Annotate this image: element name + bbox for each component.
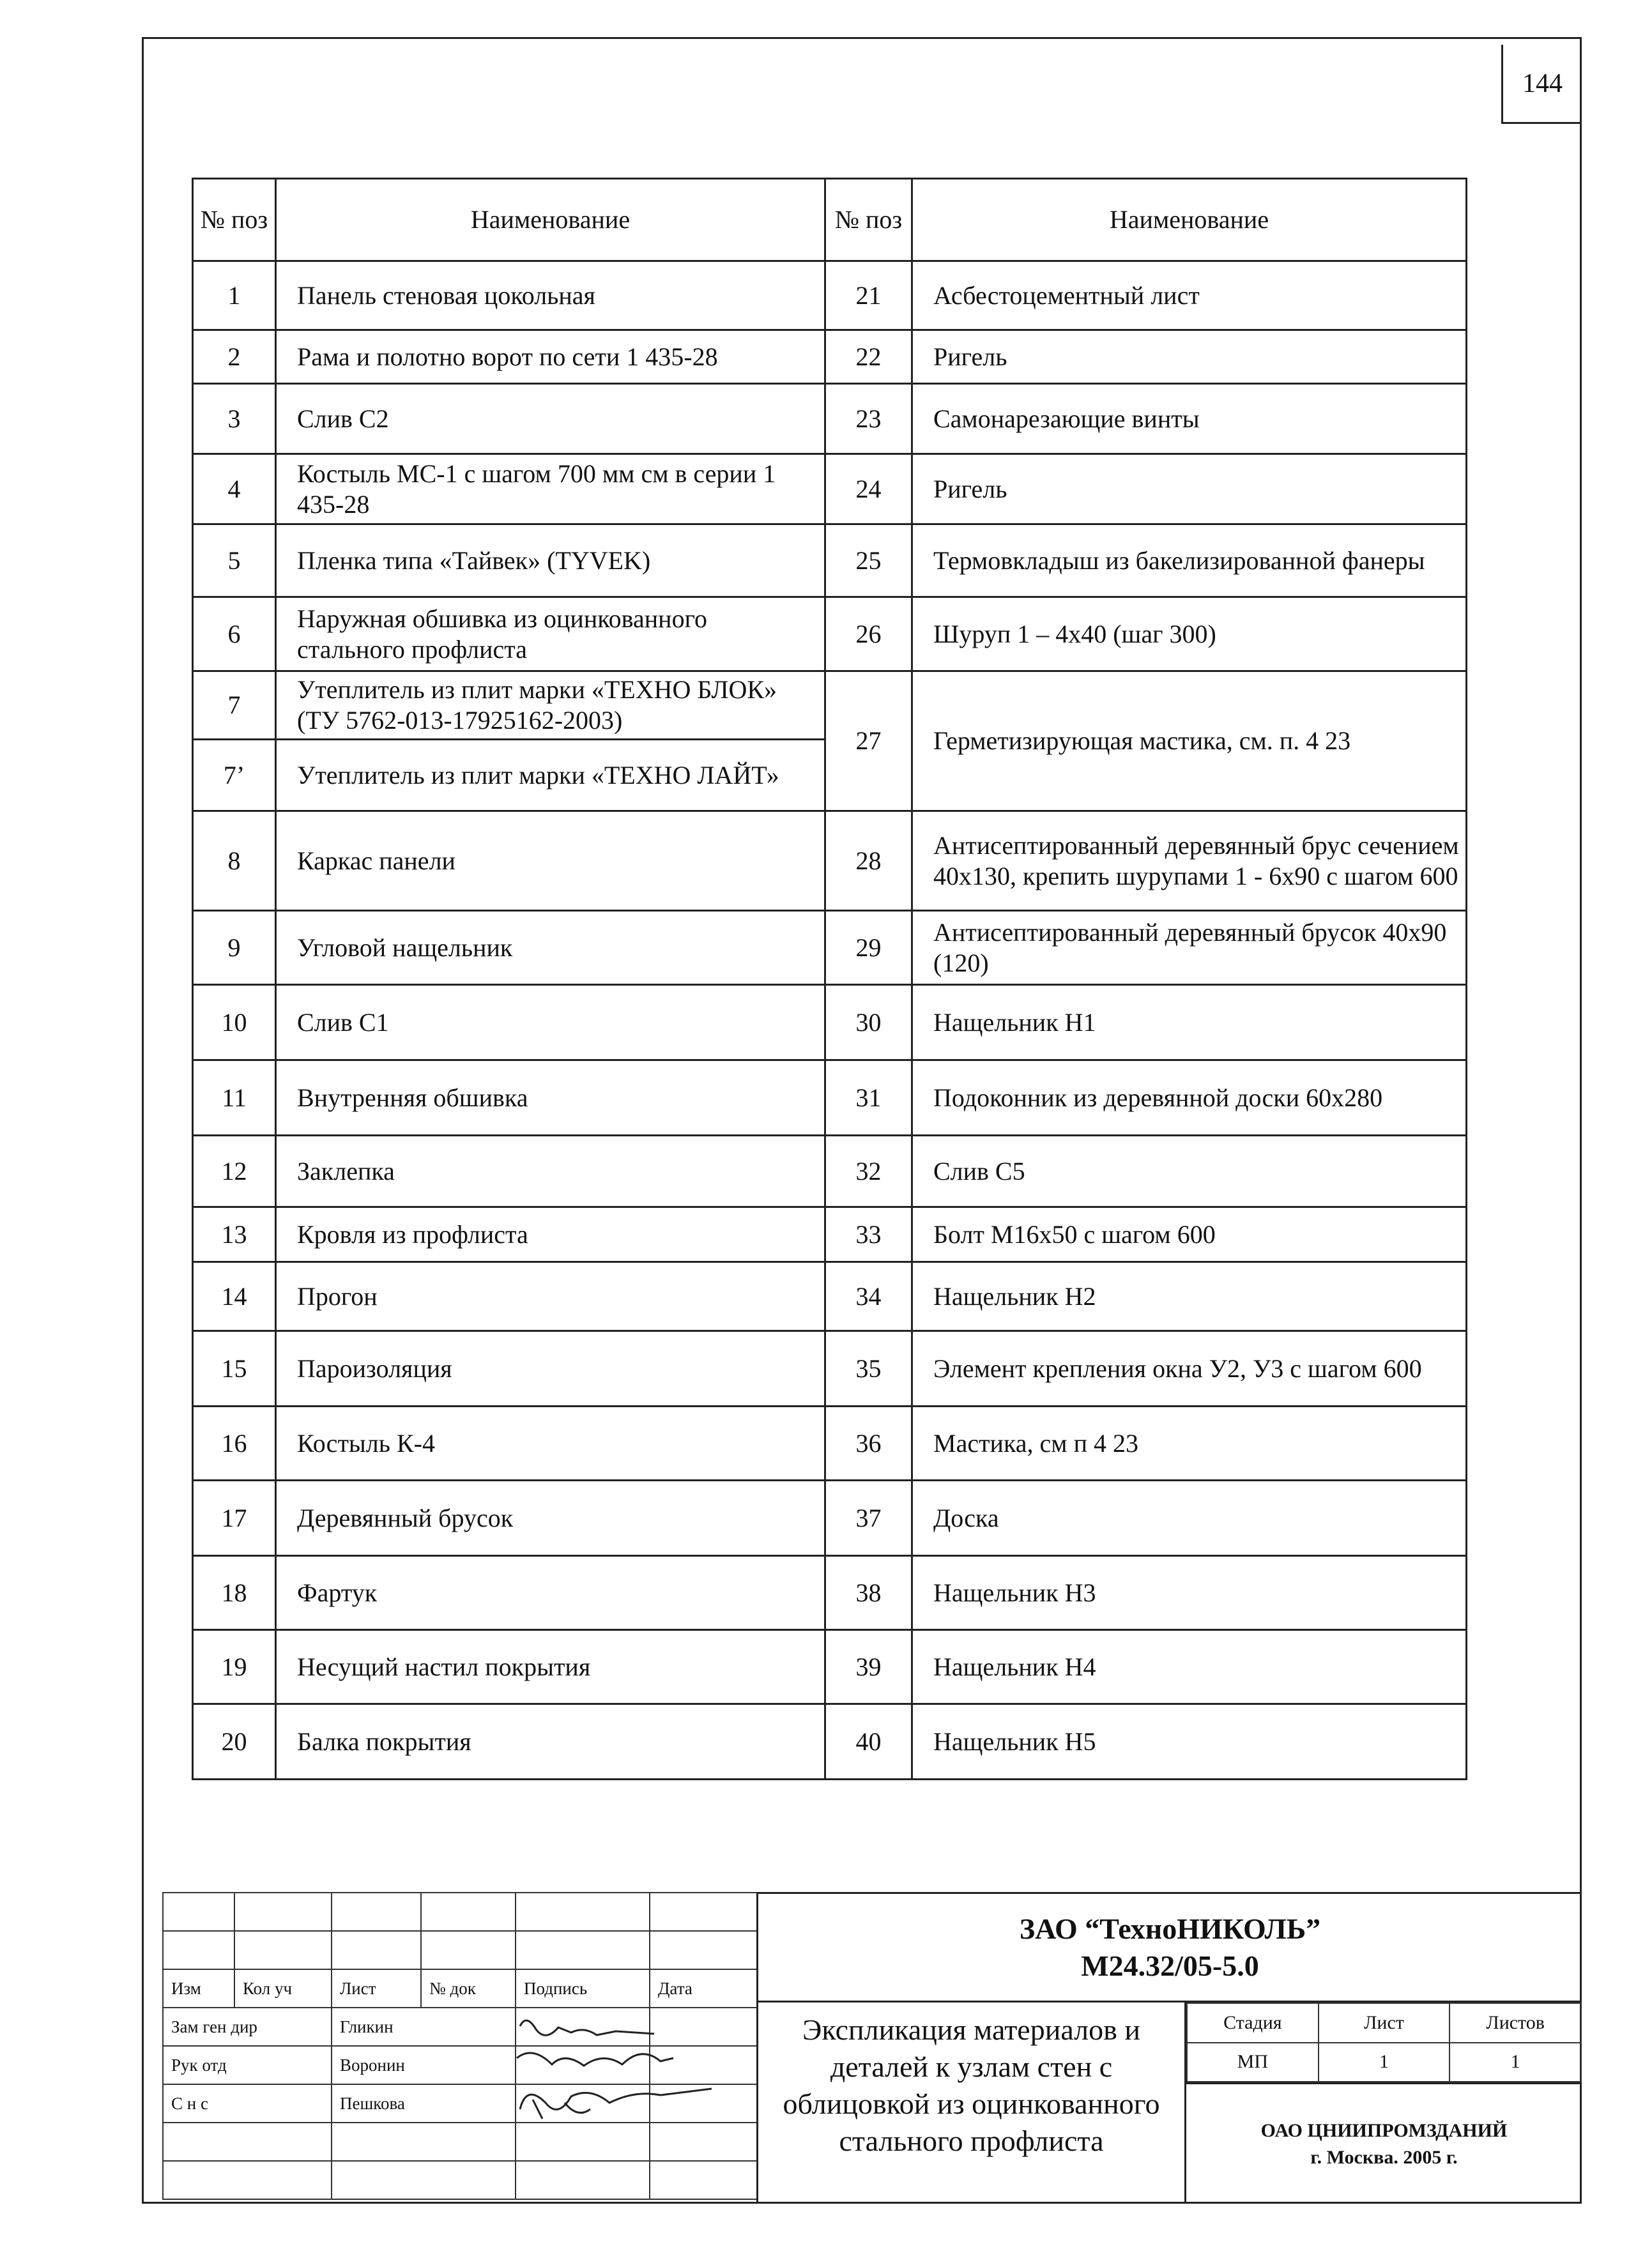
position-number: 30 <box>825 985 912 1060</box>
position-number: 39 <box>825 1630 912 1704</box>
item-name: Шуруп 1 – 4х40 (шаг 300) <box>912 597 1467 671</box>
position-number: 4 <box>193 454 276 524</box>
position-number: 40 <box>825 1704 912 1780</box>
staff-name: Гликин <box>332 2008 516 2046</box>
item-name: Заклепка <box>276 1136 825 1207</box>
position-number: 10 <box>193 985 276 1060</box>
table-row <box>193 1331 1467 1407</box>
table-row <box>193 1630 1467 1704</box>
stage-label: Стадия <box>1187 2003 1319 2043</box>
table-row <box>193 330 1467 384</box>
position-number: 33 <box>825 1207 912 1262</box>
position-number: 31 <box>825 1060 912 1136</box>
position-number: 25 <box>825 524 912 597</box>
table-header-row <box>193 179 1467 261</box>
table-row <box>193 1207 1467 1262</box>
sheets-label: Листов <box>1449 2003 1581 2043</box>
position-number: 6 <box>193 597 276 671</box>
col-doc: № док <box>421 1969 516 2008</box>
item-name: Угловой нащельник <box>276 911 825 985</box>
position-number: 16 <box>193 1407 276 1481</box>
item-name: Самонарезающие винты <box>912 384 1467 454</box>
item-name: Деревянный брусок <box>276 1481 825 1556</box>
item-name: Наружная обшивка из оцинкованного стального профлиста <box>276 597 825 671</box>
position-number: 2 <box>193 330 276 384</box>
item-name: Болт М16х50 с шагом 600 <box>912 1207 1467 1262</box>
header-num-left: № поз <box>193 179 276 261</box>
table-row <box>193 1556 1467 1630</box>
item-name: Герметизирующая мастика, см. п. 4 23 <box>912 671 1467 811</box>
item-name: Слив С5 <box>912 1136 1467 1207</box>
table-row <box>193 671 1467 740</box>
table-row <box>193 261 1467 330</box>
item-name: Антисептированный деревянный брусок 40х90 (120) <box>912 911 1467 985</box>
table-row <box>193 524 1467 597</box>
col-izm: Изм <box>163 1969 234 2008</box>
table-row <box>193 1481 1467 1556</box>
position-number: 28 <box>825 811 912 911</box>
item-name: Доска <box>912 1481 1467 1556</box>
staff-role: Зам ген дир <box>163 2008 332 2046</box>
position-number: 18 <box>193 1556 276 1630</box>
table-row <box>193 811 1467 911</box>
item-name: Ригель <box>912 330 1467 384</box>
staff-name: Пешкова <box>332 2084 516 2123</box>
table-row <box>193 911 1467 985</box>
item-name: Рама и полотно ворот по сети 1 435-28 <box>276 330 825 384</box>
item-name: Утеплитель из плит марки «ТЕХНО ЛАЙТ» <box>276 740 825 811</box>
item-name: Прогон <box>276 1262 825 1331</box>
position-number: 21 <box>825 261 912 330</box>
item-name: Термовкладыш из бакелизированной фанеры <box>912 524 1467 597</box>
institute-city-year: г. Москва. 2005 г. <box>1310 2147 1458 2168</box>
position-number: 15 <box>193 1331 276 1407</box>
item-name: Нащельник Н4 <box>912 1630 1467 1704</box>
header-name-left: Наименование <box>276 179 825 261</box>
staff-role: Рук отд <box>163 2046 332 2084</box>
item-name: Подоконник из деревянной доски 60х280 <box>912 1060 1467 1136</box>
position-number: 35 <box>825 1331 912 1407</box>
table-row <box>193 1136 1467 1207</box>
staff-role: С н с <box>163 2084 332 2123</box>
stage-table <box>1184 2001 1582 2082</box>
company-header <box>756 1892 1582 2001</box>
item-name: Пароизоляция <box>276 1331 825 1407</box>
item-name: Утеплитель из плит марки «ТЕХНО БЛОК» (ТУ 5762-013-17925162-2003) <box>276 671 825 740</box>
col-list: Лист <box>332 1969 421 2008</box>
revision-header-row <box>163 1969 757 2008</box>
position-number: 22 <box>825 330 912 384</box>
company-name: ЗАО “ТехноНИКОЛЬ” <box>1019 1912 1321 1945</box>
item-name: Каркас панели <box>276 811 825 911</box>
table-row <box>193 985 1467 1060</box>
item-name: Мастика, см п 4 23 <box>912 1407 1467 1481</box>
position-number: 1 <box>193 261 276 330</box>
position-number: 38 <box>825 1556 912 1630</box>
position-number: 12 <box>193 1136 276 1207</box>
item-name: Кровля из профлиста <box>276 1207 825 1262</box>
sheet-value: 1 <box>1319 2043 1450 2082</box>
position-number: 9 <box>193 911 276 985</box>
position-number: 34 <box>825 1262 912 1331</box>
col-signature: Подпись <box>516 1969 650 2008</box>
position-number: 7 <box>193 671 276 740</box>
item-name: Элемент крепления окна У2, У3 с шагом 600 <box>912 1331 1467 1407</box>
item-name: Костыль МС-1 с шагом 700 мм см в серии 1 435-28 <box>276 454 825 524</box>
table-row <box>193 454 1467 524</box>
item-name: Ригель <box>912 454 1467 524</box>
title-block <box>162 1892 1582 2204</box>
item-name: Асбестоцементный лист <box>912 261 1467 330</box>
institute-name: ОАО ЦНИИПРОМЗДАНИЙ <box>1260 2120 1508 2141</box>
item-name: Балка покрытия <box>276 1704 825 1780</box>
item-name: Слив С2 <box>276 384 825 454</box>
handwritten-signatures <box>507 2007 724 2147</box>
item-name: Нащельник Н2 <box>912 1262 1467 1331</box>
item-name: Костыль К-4 <box>276 1407 825 1481</box>
document-title: Экспликация материалов и деталей к узлам стен с облицовкой из оцинкованного стального профлиста <box>756 2001 1184 2204</box>
col-date: Дата <box>650 1969 757 2008</box>
position-number: 29 <box>825 911 912 985</box>
col-kol-uch: Кол уч <box>234 1969 332 2008</box>
sheet-label: Лист <box>1319 2003 1450 2043</box>
position-number: 5 <box>193 524 276 597</box>
design-institute <box>1184 2082 1582 2204</box>
table-row <box>193 1060 1467 1136</box>
table-row <box>193 1262 1467 1331</box>
item-name: Нащельник Н3 <box>912 1556 1467 1630</box>
position-number: 37 <box>825 1481 912 1556</box>
position-number: 13 <box>193 1207 276 1262</box>
position-number: 3 <box>193 384 276 454</box>
table-row <box>193 384 1467 454</box>
position-number: 14 <box>193 1262 276 1331</box>
position-number: 19 <box>193 1630 276 1704</box>
position-number: 32 <box>825 1136 912 1207</box>
position-number: 20 <box>193 1704 276 1780</box>
staff-name: Воронин <box>332 2046 516 2084</box>
table-row <box>193 597 1467 671</box>
position-number: 17 <box>193 1481 276 1556</box>
header-name-right: Наименование <box>912 179 1467 261</box>
table-row <box>193 1407 1467 1481</box>
position-number: 27 <box>825 671 912 811</box>
item-name: Пленка типа «Тайвек» (TYVEK) <box>276 524 825 597</box>
position-number: 24 <box>825 454 912 524</box>
table-row <box>193 1704 1467 1780</box>
position-number: 26 <box>825 597 912 671</box>
sheets-value: 1 <box>1449 2043 1581 2082</box>
specification-table <box>192 178 1467 1780</box>
item-name: Несущий настил покрытия <box>276 1630 825 1704</box>
item-name: Нащельник Н1 <box>912 985 1467 1060</box>
stage-value: МП <box>1187 2043 1319 2082</box>
position-number: 11 <box>193 1060 276 1136</box>
revision-table <box>162 1892 756 2204</box>
position-number: 23 <box>825 384 912 454</box>
header-num-right: № поз <box>825 179 912 261</box>
document-code: М24.32/05-5.0 <box>1081 1949 1259 1982</box>
item-name: Слив С1 <box>276 985 825 1060</box>
position-number: 7’ <box>193 740 276 811</box>
position-number: 36 <box>825 1407 912 1481</box>
item-name: Внутренняя обшивка <box>276 1060 825 1136</box>
item-name: Фартук <box>276 1556 825 1630</box>
item-name: Антисептированный деревянный брус сечением 40х130, крепить шурупами 1 - 6х90 с шагом 600 <box>912 811 1467 911</box>
item-name: Панель стеновая цокольная <box>276 261 825 330</box>
item-name: Нащельник Н5 <box>912 1704 1467 1780</box>
sheet-number: 144 <box>1501 45 1582 124</box>
position-number: 8 <box>193 811 276 911</box>
